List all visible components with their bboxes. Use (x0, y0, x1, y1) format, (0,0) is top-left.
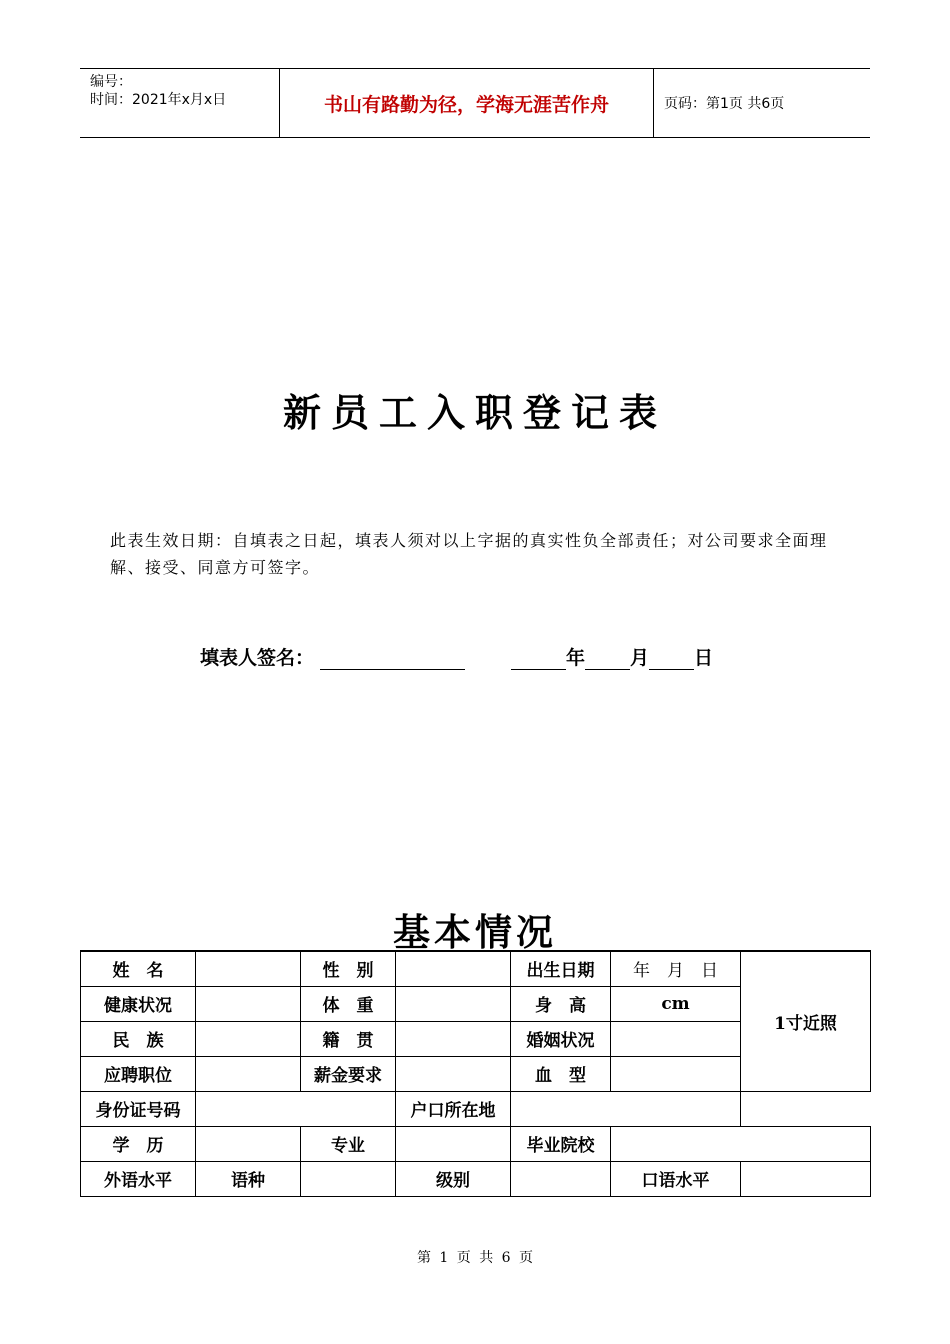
year-label: 年 (566, 647, 586, 669)
school-label: 毕业院校 (511, 1126, 611, 1161)
notice-text: 此表生效日期：自填表之日起，填表人须对以上字据的真实性负全部责任；对公司要求全面理解、接受、同意方可签字。 (110, 531, 828, 577)
health-label: 健康状况 (81, 986, 196, 1021)
health-field[interactable] (196, 986, 301, 1021)
table-row (81, 1126, 871, 1161)
table-row (81, 951, 871, 986)
height-label: 身 高 (511, 986, 611, 1021)
school-field[interactable] (611, 1126, 871, 1161)
name-field[interactable] (196, 951, 301, 986)
native-place-label: 籍 贯 (301, 1021, 396, 1056)
gender-label: 性 别 (301, 951, 396, 986)
id-number-field[interactable] (196, 1091, 396, 1126)
marital-status-field[interactable] (611, 1021, 741, 1056)
oral-field[interactable] (741, 1161, 871, 1196)
salary-field[interactable] (396, 1056, 511, 1091)
ethnicity-label: 民 族 (81, 1021, 196, 1056)
gender-field[interactable] (396, 951, 511, 986)
native-place-field[interactable] (396, 1021, 511, 1056)
number-label: 编号： (90, 74, 132, 90)
marital-status-label: 婚姻状况 (511, 1021, 611, 1056)
signature-field[interactable] (320, 645, 465, 670)
position-label: 应聘职位 (81, 1056, 196, 1091)
time-label: 时间：2021年x月x日 (90, 92, 227, 108)
header-page-info: 页码：第1页 共6页 (664, 96, 785, 112)
foreign-language-label: 外语水平 (81, 1161, 196, 1196)
section-title: 基本情况 (393, 910, 557, 954)
day-field[interactable] (649, 645, 694, 670)
blood-type-field[interactable] (611, 1056, 741, 1091)
table-row (81, 1091, 871, 1126)
photo-cell: 1寸近照 (741, 951, 871, 1091)
birth-date-field[interactable]: 年 月 日 (611, 951, 741, 986)
month-label: 月 (630, 647, 650, 669)
language-field[interactable] (301, 1161, 396, 1196)
birth-date-label: 出生日期 (511, 951, 611, 986)
height-field[interactable]: cm (611, 986, 741, 1021)
weight-label: 体 重 (301, 986, 396, 1021)
education-field[interactable] (196, 1126, 301, 1161)
basic-info-table (80, 950, 871, 1197)
salary-label: 薪金要求 (301, 1056, 396, 1091)
signature-line (200, 638, 760, 670)
oral-label: 口语水平 (611, 1161, 741, 1196)
year-field[interactable] (511, 645, 566, 670)
document-header (80, 68, 870, 138)
header-meta (80, 69, 280, 137)
weight-field[interactable] (396, 986, 511, 1021)
hukou-field[interactable] (511, 1091, 741, 1126)
language-label: 语种 (196, 1161, 301, 1196)
ethnicity-field[interactable] (196, 1021, 301, 1056)
position-field[interactable] (196, 1056, 301, 1091)
name-label: 姓 名 (81, 951, 196, 986)
table-row (81, 1161, 871, 1196)
document-title: 新员工入职登记表 (282, 390, 667, 435)
header-motto: 书山有路勤为径，学海无涯苦作舟 (280, 69, 654, 137)
signature-label: 填表人签名： (200, 647, 315, 669)
id-number-label: 身份证号码 (81, 1091, 196, 1126)
education-label: 学 历 (81, 1126, 196, 1161)
day-label: 日 (694, 647, 714, 669)
month-field[interactable] (585, 645, 630, 670)
blank-cell (741, 1091, 871, 1126)
page-footer: 第 1 页 共 6 页 (416, 1250, 534, 1266)
level-label: 级别 (396, 1161, 511, 1196)
hukou-label: 户口所在地 (396, 1091, 511, 1126)
blood-type-label: 血 型 (511, 1056, 611, 1091)
major-field[interactable] (396, 1126, 511, 1161)
major-label: 专业 (301, 1126, 396, 1161)
level-field[interactable] (511, 1161, 611, 1196)
